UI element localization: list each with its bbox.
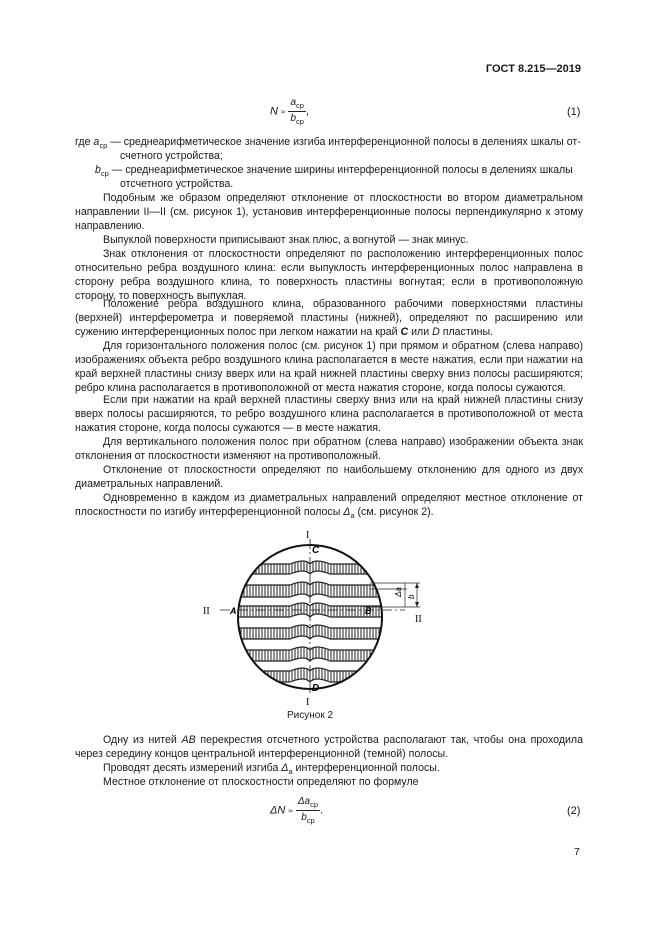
formula-1 <box>270 97 309 126</box>
label-top: I <box>306 530 310 541</box>
p10-text: Одну из нитей <box>103 734 177 746</box>
definition-b-cont: отсчетного устройства. <box>120 178 234 190</box>
p4-c: C <box>400 325 409 338</box>
formula-2-fraction <box>296 796 320 825</box>
p11-text: Проводят десять измерений изгиба <box>103 762 279 774</box>
paragraph-7: Для вертикального положения полос при обратном (слева направо) изображении объекта знак отклонения от плоскостности изменяют на противоположный. <box>75 436 583 462</box>
p11-end: интерференционной полосы. <box>295 762 440 774</box>
label-da: Δa <box>394 587 403 597</box>
denominator-2: b <box>301 812 307 823</box>
approx-sign: ≈ <box>281 107 286 117</box>
approx-sign-2: ≈ <box>288 806 293 816</box>
numerator-2-sub: ср <box>310 800 319 809</box>
paragraph-1: Подобным же образом определяют отклонение от плоскостности во втором диаметральном направлении II—II (см. рисунок 1), установив интерференционные полосы перпендикулярно к этому направлению. <box>75 192 583 232</box>
formula-2-number: (2) <box>567 805 581 817</box>
label-left: II <box>203 606 210 617</box>
p11-sub: а <box>288 767 293 777</box>
numerator-sub: ср <box>296 101 304 110</box>
b-sub: ср <box>100 169 109 179</box>
label-bottom: I <box>306 697 310 707</box>
p11-delta: Δ <box>281 762 289 774</box>
label-b-dim: b <box>407 594 416 599</box>
formula-2-tail: . <box>320 804 324 817</box>
p9-end: (см. рисунок 2). <box>357 505 434 518</box>
formula-1-lhs: N <box>270 105 278 118</box>
paragraph-12: Местное отклонение от плоскостности определяют по формуле <box>103 776 419 788</box>
figure-2 <box>195 527 435 707</box>
paragraph-5: Для горизонтального положения полос (см. рисунок 1) при прямом и обратном (слева направо) изображениях объекта ребро воздушного клина располагается в месте нажатия, если при нажатии на край верхней пластины снизу вверх или на край нижней пластины сверху вниз полосы расширяются; ребро клина располагается в противоположной от места нажатия стороне, когда полосы сужаются. <box>75 340 583 394</box>
b-var: b <box>95 164 101 176</box>
paragraph-9 <box>75 492 583 523</box>
paragraph-2: Выпуклой поверхности приписывают знак плюс, а вогнутой — знак минус. <box>103 234 469 246</box>
paragraph-6: Если при нажатии на край верхней пластины сверху вниз или на край нижней пластины снизу вверх полосы расширяются, то ребро воздушного клина располагается в противоположной от места нажатия стороне, когда полосы сужаются — в месте нажатия. <box>75 394 583 434</box>
p9-sub: а <box>350 511 355 521</box>
arrow-b-bottom <box>415 602 419 607</box>
label-c: C <box>312 545 320 556</box>
formula-2 <box>270 796 323 825</box>
where-word: где <box>75 136 91 148</box>
p4-text: Положение ребра воздушного клина, образованного рабочими поверхностями пластины (верхней) интерферометра и поверяемой пластины (нижней), определяют по расширению или сужению интерференционных полос при легком нажатии на край <box>75 298 583 338</box>
numerator: a <box>290 97 297 108</box>
a-sub: ср <box>99 141 108 151</box>
p10-text-b: перекрестия отсчетного устройства располагают так, чтобы она проходила через середину концов центральной интерференционной (темной) полосы. <box>75 734 583 760</box>
paragraph-3: Знак отклонения от плоскостности определяют по расположению интерференционных полос относительно ребра воздушного клина: если выпуклость интерференционных полос направлена в сторону ребра воздушного клина, то поверхность пластины вогнутая; если в противоположную сторону, то поверхность выпуклая. <box>75 248 583 302</box>
p9-delta: Δ <box>343 505 351 518</box>
paragraph-8: Отклонение от плоскостности определяют по наибольшему отклонению для одного из двух диаметральных направлений. <box>75 464 583 490</box>
a-text: — среднеарифметическое значение изгиба интерференционной полосы в делениях шкалы от- <box>110 136 581 148</box>
formula-1-tail: , <box>305 105 310 118</box>
p4-or: или <box>411 325 430 338</box>
denominator: b <box>290 113 297 124</box>
label-b: B <box>365 606 372 616</box>
figure-caption: Рисунок 2 <box>287 710 334 721</box>
numerator-2: Δa <box>297 796 311 807</box>
paragraph-4 <box>75 298 583 340</box>
label-d: D <box>312 683 320 694</box>
p10-ab: AB <box>181 734 196 746</box>
formula-1-number: (1) <box>567 106 581 118</box>
paragraph-10 <box>75 734 583 762</box>
p4-end: пластины. <box>442 325 494 338</box>
p4-d: D <box>432 325 440 338</box>
label-right: II <box>415 614 422 625</box>
formula-2-lhs: ΔN <box>270 804 286 817</box>
label-a: A <box>230 606 237 616</box>
definition-a-cont: счетного устройства; <box>120 150 223 162</box>
b-text: — среднеарифметическое значение ширины интерференционной полосы в делениях шкалы <box>111 164 573 176</box>
arrow-b-top <box>415 583 419 588</box>
page-number: 7 <box>574 846 580 858</box>
document-header: ГОСТ 8.215—2019 <box>485 63 581 75</box>
formula-1-fraction <box>288 97 305 126</box>
denominator-sub: ср <box>296 117 304 126</box>
a-var: a <box>93 136 100 148</box>
p9-text: Одновременно в каждом из диаметральных направлений определяют местное отклонение от плоскостности по изгибу интерференционной полосы <box>75 492 583 518</box>
denominator-2-sub: ср <box>306 816 315 825</box>
